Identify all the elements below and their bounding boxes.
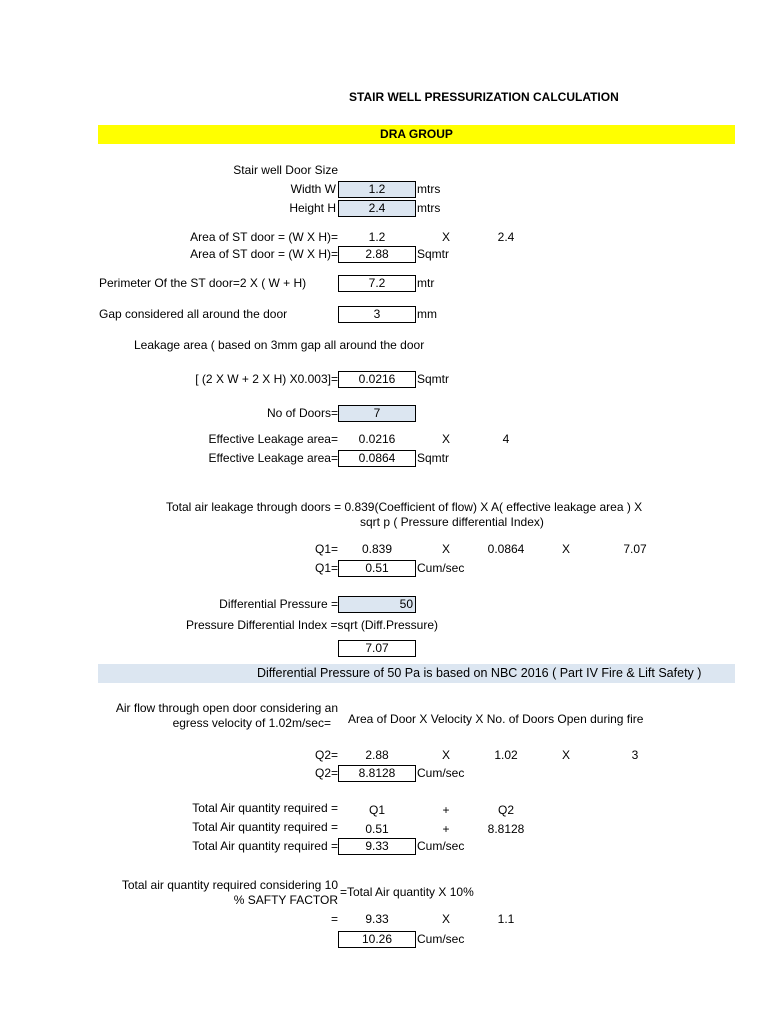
- total-plus-2: +: [442, 822, 450, 836]
- q2-b: 1.02: [494, 748, 518, 762]
- safety-formula: =Total Air quantity X 10%: [340, 885, 474, 899]
- area-op: X: [441, 230, 450, 244]
- height-cell[interactable]: 2.4: [338, 200, 416, 217]
- pressure-note-band: [98, 664, 735, 683]
- leakage-cell[interactable]: 0.0216: [338, 371, 416, 388]
- gap-unit: mm: [417, 307, 437, 321]
- leakage-heading: Leakage area ( based on 3mm gap all around the door: [134, 338, 425, 352]
- pressure-note: Differential Pressure of 50 Pa is based on NBC 2016 ( Part IV Fire & Lift Safety ): [257, 666, 702, 680]
- safety-description-1: Total air quantity required considering 10: [121, 878, 338, 892]
- pressure-label: Differential Pressure =: [219, 597, 338, 611]
- effective-cell[interactable]: 0.0864: [338, 450, 416, 467]
- q1-a: 0.839: [361, 542, 393, 556]
- q1-unit: Cum/sec: [417, 561, 465, 575]
- height-unit: mtrs: [417, 201, 441, 215]
- safety-eq: =: [330, 912, 338, 926]
- q2-label-2: Q2=: [314, 766, 338, 780]
- total-label-3: Total Air quantity required =: [192, 839, 338, 853]
- total-q2: Q2: [497, 803, 514, 817]
- area-w-value: 1.2: [368, 230, 386, 244]
- q1-description-2: sqrt p ( Pressure differential Index): [360, 515, 544, 529]
- total-cell[interactable]: 9.33: [338, 838, 416, 855]
- safety-cell[interactable]: 10.26: [338, 931, 416, 948]
- effective-b: 4: [502, 432, 510, 446]
- q2-formula: Area of Door X Velocity X No. of Doors Open during fire: [348, 712, 644, 726]
- page-title: STAIR WELL PRESSURIZATION CALCULATION: [349, 90, 619, 104]
- total-plus: +: [442, 803, 450, 817]
- effective-unit: Sqmtr: [417, 451, 450, 465]
- perimeter-unit: mtr: [417, 276, 435, 290]
- effective-label-1: Effective Leakage area=: [208, 432, 338, 446]
- area-h-value: 2.4: [497, 230, 515, 244]
- q2-op-1: X: [441, 748, 450, 762]
- q2-description-2: egress velocity of 1.02m/sec=: [172, 716, 331, 730]
- q1-op-1: X: [441, 542, 450, 556]
- effective-op: X: [441, 432, 450, 446]
- leakage-formula: [ (2 X W + 2 X H) X0.003]=: [195, 372, 338, 386]
- width-unit: mtrs: [417, 182, 441, 196]
- area-cell[interactable]: 2.88: [338, 246, 416, 263]
- gap-cell[interactable]: 3: [338, 306, 416, 323]
- q1-c: 7.07: [623, 542, 647, 556]
- width-label: Width W: [290, 182, 336, 196]
- q1-description-1: Total air leakage through doors = 0.839(Coefficient of flow) X A( effective leakage area ) X: [166, 500, 643, 514]
- doors-cell[interactable]: 7: [338, 405, 416, 422]
- total-label-1: Total Air quantity required =: [192, 801, 338, 815]
- q2-unit: Cum/sec: [417, 766, 465, 780]
- gap-label: Gap considered all around the door: [99, 307, 288, 321]
- total-unit: Cum/sec: [417, 839, 465, 853]
- q2-cell[interactable]: 8.8128: [338, 765, 416, 782]
- door-size-heading: Stair well Door Size: [233, 163, 338, 177]
- perimeter-label: Perimeter Of the ST door=2 X ( W + H): [99, 276, 307, 290]
- q2-c: 3: [631, 748, 639, 762]
- area-unit: Sqmtr: [417, 247, 450, 261]
- total-v1: 0.51: [365, 822, 389, 836]
- pressure-index-cell[interactable]: 7.07: [338, 640, 416, 657]
- doors-label: No of Doors=: [266, 406, 338, 420]
- leakage-unit: Sqmtr: [417, 372, 450, 386]
- q1-op-2: X: [561, 542, 570, 556]
- area-label-1: Area of ST door = (W X H)=: [190, 230, 338, 244]
- width-cell[interactable]: 1.2: [338, 181, 416, 198]
- q1-b: 0.0864: [487, 542, 525, 556]
- total-q1: Q1: [368, 803, 385, 817]
- group-banner: DRA GROUP: [98, 125, 735, 144]
- area-label-2: Area of ST door = (W X H)=: [190, 247, 338, 261]
- safety-op: X: [441, 912, 450, 926]
- q1-label-2: Q1=: [314, 561, 338, 575]
- total-v2: 8.8128: [487, 822, 525, 836]
- q2-a: 2.88: [365, 748, 389, 762]
- pressure-index-label: Pressure Differential Index =sqrt (Diff.Pressure): [186, 618, 438, 632]
- pressure-cell[interactable]: 50: [338, 596, 416, 613]
- height-label: Height H: [289, 201, 336, 215]
- q2-op-2: X: [561, 748, 570, 762]
- perimeter-cell[interactable]: 7.2: [338, 275, 416, 292]
- total-label-2: Total Air quantity required =: [192, 820, 338, 834]
- safety-unit: Cum/sec: [417, 932, 465, 946]
- safety-b: 1.1: [497, 912, 515, 926]
- q2-description-1: Air flow through open door considering an: [115, 701, 338, 715]
- effective-label-2: Effective Leakage area=: [208, 451, 338, 465]
- safety-description-2: % SAFTY FACTOR: [233, 893, 338, 907]
- safety-a: 9.33: [365, 912, 389, 926]
- q1-cell[interactable]: 0.51: [338, 560, 416, 577]
- q2-label-1: Q2=: [314, 748, 338, 762]
- effective-a: 0.0216: [358, 432, 396, 446]
- q1-label-1: Q1=: [314, 542, 338, 556]
